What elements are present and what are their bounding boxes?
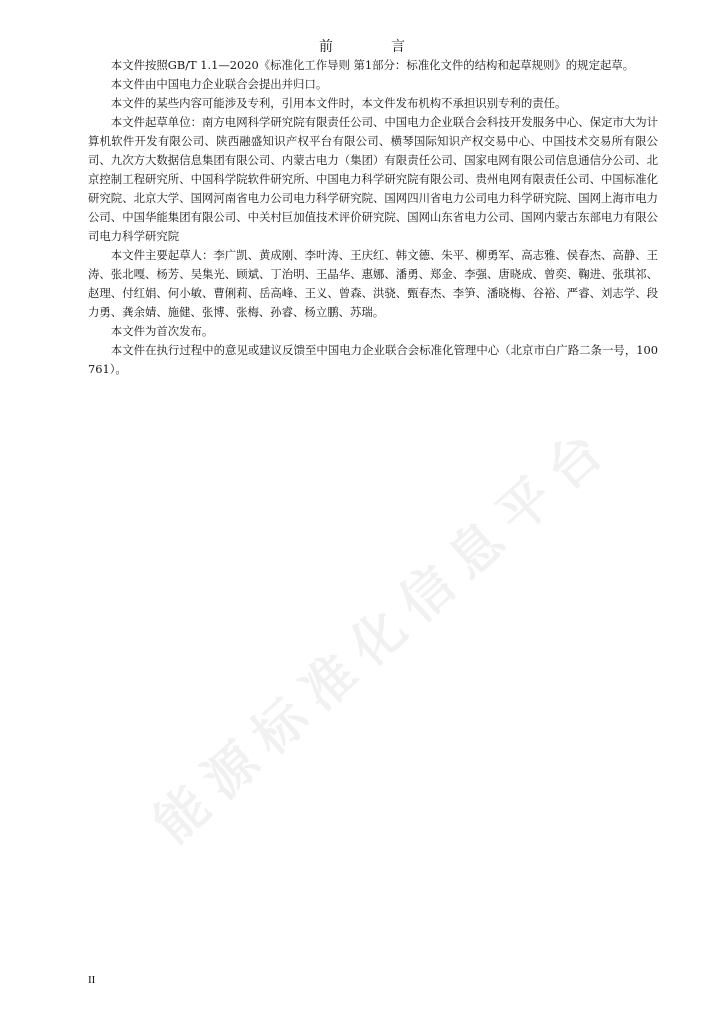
paragraph-patent-notice: 本文件的某些内容可能涉及专利，引用本文件时，本文件发布机构不承担识别专利的责任。	[110, 96, 567, 110]
paragraph-drafting-rules: 本文件按照GB/T 1.1—2020《标准化工作导则 第1部分：标准化文件的结构和起草规则》的规定起草。	[110, 58, 635, 72]
document-body	[88, 56, 658, 379]
paragraph-feedback: 本文件在执行过程中的意见或建议反馈至中国电力企业联合会标准化管理中心（北京市白广路二条一号，100761）。	[88, 343, 658, 376]
paragraph-first-release: 本文件为首次发布。	[110, 324, 214, 338]
page-number: II	[88, 974, 96, 986]
paragraph-drafters: 本文件主要起草人：李广凯、黄成刚、李叶涛、王庆红、韩文德、朱平、柳勇军、高志雅、侯春杰、高静、王涛、张北嘎、杨芳、吴集光、顾斌、丁治明、王晶华、惠娜、潘勇、郑金、李强、唐晓成、曾奕、鞠进、张琪祁、赵理、付红娟、何小敏、曹俐莉、岳高峰、王义、曾森、洪骁、甄春杰、李笋、潘晓梅、谷裕、严睿、刘志学、段力勇、龚余婧、施健、张博、张梅、孙睿、杨立鹏、苏瑞。	[88, 248, 658, 319]
watermark-text: 能源标准化信息平台	[142, 413, 625, 856]
page-title: 前 言	[319, 39, 427, 55]
paragraph-drafting-units: 本文件起草单位：南方电网科学研究院有限责任公司、中国电力企业联合会科技开发服务中心、保定市大为计算机软件开发有限公司、陕西融盛知识产权平台有限公司、横琴国际知识产权交易中心、中国技术交易所有限公司、九次方大数据信息集团有限公司、内蒙古电力（集团）有限责任公司、国家电网有限公司信息通信分公司、北京控制工程研究所、中国科学院软件研究所、中国电力科学研究院有限公司、贵州电网有限责任公司、中国标准化研究院、北京大学、国网河南省电力公司电力科学研究院、国网四川省电力公司电力科学研究院、国网上海市电力公司、中国华能集团有限公司、中关村巨加值技术评价研究院、国网山东省电力公司、国网内蒙古东部电力有限公司电力科学研究院	[88, 115, 658, 243]
paragraph-proposer: 本文件由中国电力企业联合会提出并归口。	[110, 77, 328, 91]
